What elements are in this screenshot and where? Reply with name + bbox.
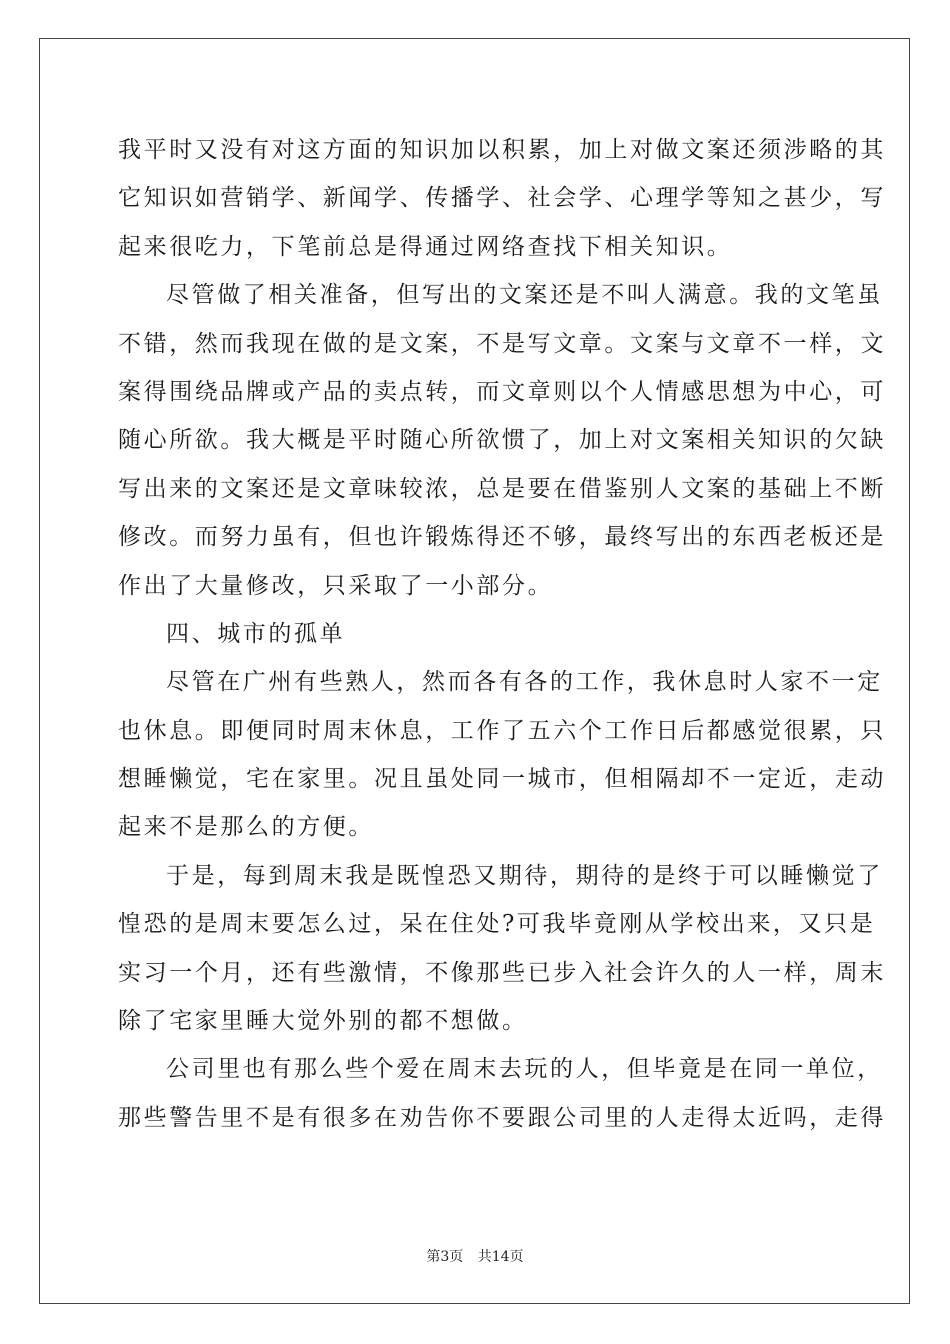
text-line: 起来不是那么的方便。 — [118, 814, 374, 841]
text-line: 想睡懒觉，宅在家里。况且虽处同一城市，但相隔却不一定近，走动 — [118, 766, 886, 793]
document-body — [118, 126, 886, 1142]
page-footer — [0, 1246, 950, 1266]
text-line: 不错，然而我现在做的是文案，不是写文章。文案与文章不一样，文 — [118, 330, 886, 357]
text-line: 那些警告里不是有很多在劝告你不要跟公司里的人走得太近吗，走得 — [118, 1104, 886, 1131]
text-line: 修改。而努力虽有，但也许锻炼得还不够，最终写出的东西老板还是 — [118, 524, 886, 551]
text-line: 写出来的文案还是文章味较浓，总是要在借鉴别人文案的基础上不断 — [118, 475, 886, 502]
text-line: 随心所欲。我大概是平时随心所欲惯了，加上对文案相关知识的欠缺 — [118, 427, 886, 454]
text-line: 实习一个月，还有些激情，不像那些已步入社会许久的人一样，周末 — [118, 959, 886, 986]
text-line: 尽管在广州有些熟人，然而各有各的工作，我休息时人家不一定 — [166, 669, 883, 696]
text-line: 除了宅家里睡大觉外别的都不想做。 — [118, 1008, 528, 1035]
text-line: 它知识如营销学、新闻学、传播学、社会学、心理学等知之甚少，写 — [118, 185, 886, 212]
text-line: 也休息。即便同时周末休息，工作了五六个工作日后都感觉很累，只 — [118, 717, 886, 744]
text-line: 尽管做了相关准备，但写出的文案还是不叫人满意。我的文笔虽 — [166, 282, 883, 309]
text-line: 惶恐的是周末要怎么过，呆在住处?可我毕竟刚从学校出来，又只是 — [118, 911, 876, 938]
text-line: 于是，每到周末我是既惶恐又期待，期待的是终于可以睡懒觉了 — [166, 862, 883, 889]
page-number: 第3页 — [426, 1249, 464, 1265]
text-line: 作出了大量修改，只采取了一小部分。 — [118, 572, 554, 599]
section-heading: 四、城市的孤单 — [166, 620, 346, 647]
text-line: 起来很吃力，下笔前总是得通过网络查找下相关知识。 — [118, 233, 733, 260]
text-line: 公司里也有那么些个爱在周末去玩的人，但毕竟是在同一单位， — [166, 1056, 883, 1083]
text-line: 我平时又没有对这方面的知识加以积累，加上对做文案还须涉略的其 — [118, 137, 886, 163]
text-line: 案得围绕品牌或产品的卖点转，而文章则以个人情感思想为中心，可 — [118, 378, 886, 405]
page-total: 共14页 — [477, 1249, 524, 1265]
